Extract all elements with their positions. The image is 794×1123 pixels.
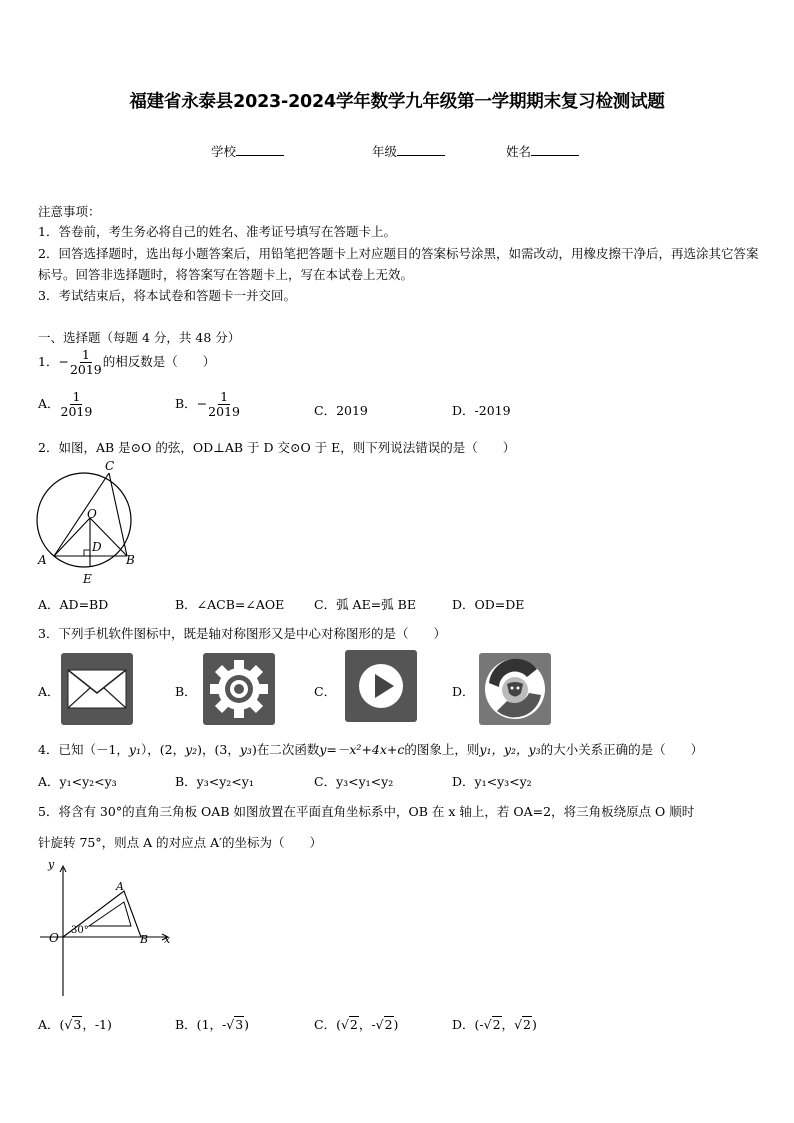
q4-y3: y₃ bbox=[239, 742, 252, 757]
fig-label-c: C bbox=[105, 459, 115, 473]
cow-logo-icon bbox=[479, 653, 551, 725]
school-blank bbox=[236, 143, 284, 156]
fig-label-b: B bbox=[126, 553, 135, 567]
q1-a-num: 1 bbox=[72, 389, 81, 404]
envelope-icon bbox=[61, 653, 133, 725]
fig-label-e: E bbox=[83, 572, 92, 586]
play-icon bbox=[345, 650, 417, 722]
q2-option-b: B．∠ACB=∠AOE bbox=[175, 597, 285, 612]
fig-axis-y: y bbox=[48, 858, 55, 871]
q4-stem-b: ），(2， bbox=[140, 742, 186, 757]
q1-stem-tail: 的相反数是（ ） bbox=[102, 354, 216, 369]
question-1-stem bbox=[38, 348, 215, 377]
q4-option-a: A．y₁<y₂<y₃ bbox=[38, 774, 117, 789]
q5-d-radicand-1: 2 bbox=[492, 1017, 501, 1032]
q1-option-b-minus: − bbox=[196, 396, 208, 411]
name-blank bbox=[531, 143, 579, 156]
page-title: 福建省永泰县2023-2024学年数学九年级第一学期期末复习检测试题 bbox=[129, 92, 665, 112]
q1-fraction bbox=[70, 348, 102, 377]
fig-label-b2: B bbox=[140, 933, 149, 946]
q4-y2: y₂ bbox=[185, 742, 198, 757]
fig-axis-x: x bbox=[164, 933, 171, 946]
q5-d-pre: D．(- bbox=[452, 1017, 484, 1032]
q2-option-c: C．弧 AE=弧 BE bbox=[314, 597, 416, 612]
q3-label-c: C． bbox=[314, 684, 337, 699]
q1-number: 1． bbox=[38, 354, 59, 369]
grade-blank bbox=[397, 143, 445, 156]
q1-frac-num: 1 bbox=[81, 347, 90, 362]
grade-label: 年级 bbox=[372, 144, 398, 159]
q5-c-pre: C．( bbox=[314, 1017, 341, 1032]
q1-b-den: 2019 bbox=[208, 404, 240, 419]
grade-field bbox=[372, 142, 445, 160]
question-3-stem: 3．下列手机软件图标中，既是轴对称图形又是中心对称图形的是（ ） bbox=[38, 626, 446, 641]
section-heading: 一、选择题（每题 4 分，共 48 分） bbox=[38, 330, 241, 345]
q1-frac-den: 2019 bbox=[69, 362, 102, 377]
q5-option-a: A．(√3，-1) bbox=[38, 1017, 112, 1032]
q4-option-d: D．y₁<y₃<y₂ bbox=[452, 774, 532, 789]
q1-option-b-label: B． bbox=[175, 396, 197, 411]
q4-stem-c: )，(3， bbox=[197, 742, 240, 757]
notice-item-1: 1．答卷前，考生务必将自己的姓名、准考证号填写在答题卡上。 bbox=[38, 224, 396, 239]
notice-item-3: 3．考试结束后，将本试卷和答题卡一并交回。 bbox=[38, 288, 296, 303]
q5-option-d: D．(-√2，√2) bbox=[452, 1017, 537, 1032]
q3-label-d: D． bbox=[452, 684, 475, 699]
q5-a-post: ，-1) bbox=[82, 1017, 112, 1032]
q1-option-c: C．2019 bbox=[314, 403, 368, 418]
question-4-stem bbox=[38, 740, 703, 758]
school-label: 学校 bbox=[211, 144, 237, 159]
q1-a-den: 2019 bbox=[60, 404, 93, 419]
q5-c-radicand-1: 2 bbox=[349, 1017, 358, 1032]
q5-d-mid: ， bbox=[501, 1017, 515, 1032]
q4-y1: y₁ bbox=[128, 742, 141, 757]
question-5-line-2: 针旋转 75°，则点 A 的对应点 A′的坐标为（ ） bbox=[38, 835, 322, 850]
q5-b-radicand: 3 bbox=[235, 1017, 244, 1032]
question-5-line-1: 5．将含有 30°的直角三角板 OAB 如图放置在平面直角坐标系中，OB 在 x 轴上，若 OA=2，将三角板绕原点 O 顺时 bbox=[38, 804, 695, 819]
q2-option-a: A．AD=BD bbox=[38, 597, 109, 612]
fig-label-o2: O bbox=[49, 931, 59, 945]
q1-option-b bbox=[175, 390, 241, 419]
q2-option-d: D．OD=DE bbox=[452, 597, 525, 612]
q5-b-post: ) bbox=[244, 1017, 250, 1032]
fig-label-a2: A bbox=[116, 880, 124, 893]
q4-stem-f: 的大小关系正确的是（ ） bbox=[540, 742, 704, 757]
q4-stem-d: )在二次函数 bbox=[251, 742, 320, 757]
fig-label-o: O bbox=[87, 507, 97, 521]
q5-option-b: B．(1，-√3) bbox=[175, 1017, 250, 1032]
q3-label-a: A． bbox=[38, 684, 60, 699]
q5-d-radicand-2: 2 bbox=[523, 1017, 531, 1032]
question-2-stem: 2．如图，AB 是⊙O 的弦，OD⊥AB 于 D 交⊙O 于 E，则下列说法错误的是（ ） bbox=[38, 440, 516, 455]
notice-item-2: 2．回答选择题时，选出每小题答案后，用铅笔把答题卡上对应题目的答案标号涂黑，如需改动，用橡皮擦干净后，再选涂其它答案标号。回答非选择题时，将答案写在答题卡上，写在本试卷上无效。 bbox=[38, 246, 759, 282]
q3-label-b: B． bbox=[175, 684, 197, 699]
q4-stem-a: 4．已知（－1， bbox=[38, 742, 129, 757]
q5-d-post: ) bbox=[531, 1017, 537, 1032]
gear-icon bbox=[203, 653, 275, 725]
q5-c-post: ) bbox=[393, 1017, 399, 1032]
q5-c-radicand-2: 2 bbox=[384, 1017, 393, 1032]
notice-heading: 注意事项： bbox=[38, 204, 101, 219]
q5-b-pre: B．(1，- bbox=[175, 1017, 227, 1032]
q4-function: y=－x²+4x+c bbox=[319, 742, 405, 757]
q5-a-pre: A．( bbox=[38, 1017, 65, 1032]
q1-minus: − bbox=[58, 354, 69, 369]
q5-a-radicand: 3 bbox=[73, 1017, 82, 1032]
q1-option-b-fraction bbox=[208, 390, 240, 419]
name-label: 姓名 bbox=[506, 144, 532, 159]
fig-angle-label: 30° bbox=[71, 925, 89, 936]
q5-c-mid: ，- bbox=[358, 1017, 376, 1032]
q4-stem-e: 的图象上，则 bbox=[404, 742, 480, 757]
q1-option-a bbox=[38, 390, 93, 419]
q4-ys: y₁，y₂，y₃ bbox=[479, 742, 541, 757]
q4-option-c: C．y₃<y₁<y₂ bbox=[314, 774, 394, 789]
q1-option-d: D．-2019 bbox=[452, 403, 511, 418]
school-field bbox=[211, 142, 284, 160]
coordinate-figure bbox=[36, 856, 176, 998]
circle-figure bbox=[34, 456, 146, 588]
q1-option-a-label: A． bbox=[38, 396, 60, 411]
q1-b-num: 1 bbox=[220, 389, 229, 404]
fig-label-a: A bbox=[38, 553, 47, 567]
q1-option-a-fraction bbox=[61, 390, 93, 419]
name-field bbox=[506, 142, 579, 160]
q4-option-b: B．y₃<y₂<y₁ bbox=[175, 774, 254, 789]
q5-option-c: C．(√2，-√2) bbox=[314, 1017, 399, 1032]
fig-label-d: D bbox=[92, 540, 102, 554]
